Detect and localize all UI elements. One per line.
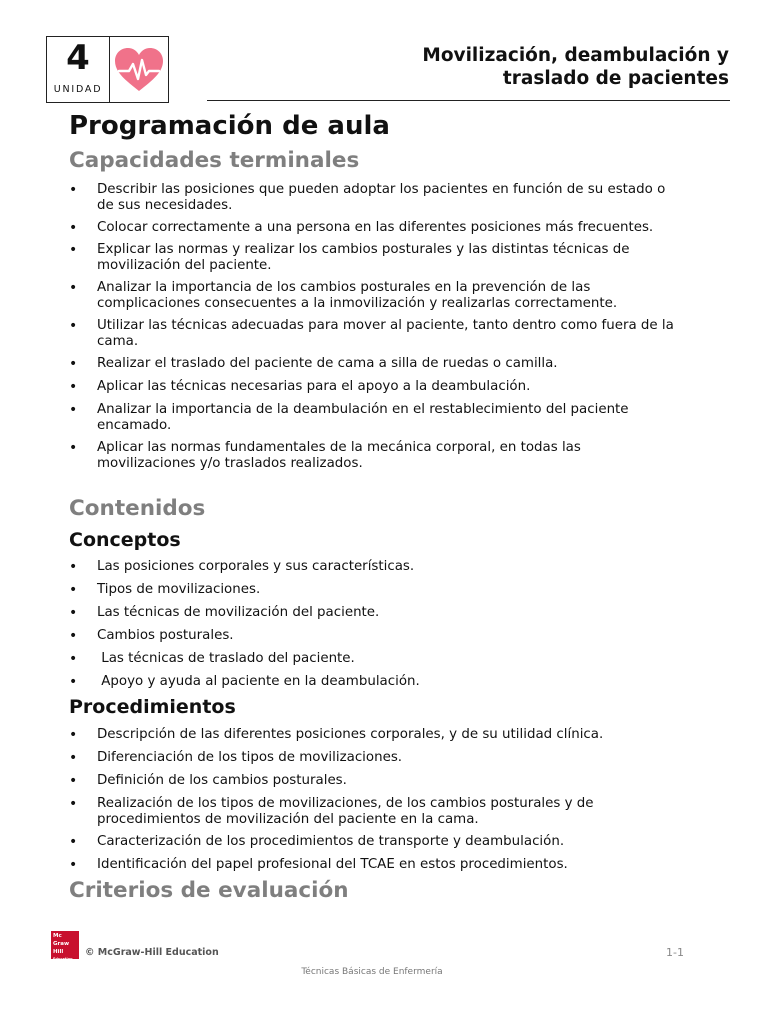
conceptos-list [69,559,679,690]
list-item: • Aplicar las normas fundamentales de la mecánica corporal, en todas las movilizaciones y/o traslados realizados. [69,440,679,472]
list-item: • Analizar la importancia de la deambulación en el restablecimiento del paciente encamado. [69,402,679,434]
logo-text: Education [53,957,73,961]
list-item: • Identificación del papel profesional del TCAE en estos procedimientos. [69,857,679,873]
conceptos-heading: Conceptos [69,529,181,551]
list-item: • Caracterización de los procedimientos de transporte y deambulación. [69,834,679,850]
list-item: • Realización de los tipos de movilizaciones, de los cambios posturales y de procedimientos de movilización del paciente en la cama. [69,796,679,828]
list-item: • Las posiciones corporales y sus características. [69,559,679,575]
list-item: • Cambios posturales. [69,628,679,644]
footer-copyright: © McGraw-Hill Education [85,947,219,958]
list-item: • Las técnicas de traslado del paciente. [69,651,679,667]
unit-title: Movilización, deambulación y traslado de pacientes [422,45,729,89]
list-item: • Diferenciación de los tipos de movilizaciones. [69,750,679,766]
section-criterios-heading: Criterios de evaluación [69,878,349,903]
unit-label: UNIDAD [53,84,103,95]
list-item: • Tipos de movilizaciones. [69,582,679,598]
section-contenidos-heading: Contenidos [69,496,206,521]
list-item: • Explicar las normas y realizar los cambios posturales y las distintas técnicas de movilización del paciente. [69,242,679,274]
capacidades-list [69,182,679,472]
mcgraw-hill-logo [51,931,79,959]
list-item: • Aplicar las técnicas necesarias para el apoyo a la deambulación. [69,379,679,395]
section-capacidades-heading: Capacidades terminales [69,148,360,173]
list-item: • Descripción de las diferentes posiciones corporales, y de su utilidad clínica. [69,727,679,743]
unit-box [46,36,169,103]
procedimientos-heading: Procedimientos [69,696,236,718]
page-title: Programación de aula [69,111,390,141]
list-item: • Apoyo y ayuda al paciente en la deambulación. [69,674,679,690]
unit-icon-cell [110,37,168,102]
list-item: • Realizar el traslado del paciente de cama a silla de ruedas o camilla. [69,356,679,372]
list-item: • Colocar correctamente a una persona en las diferentes posiciones más frecuentes. [69,220,679,236]
list-item: • Describir las posiciones que pueden adoptar los pacientes en función de su estado o de sus necesidades. [69,182,679,214]
list-item: • Analizar la importancia de los cambios posturales en la prevención de las complicaciones consecuentes a la inmovilización y realizarlas correctamente. [69,280,679,312]
footer-course-name: Técnicas Básicas de Enfermería [301,967,443,977]
procedimientos-list [69,727,679,873]
logo-text: Graw [53,941,70,947]
unit-number-cell [47,37,110,102]
unit-number: 4 [66,38,90,78]
page-number: 1-1 [666,946,684,959]
heart-pulse-icon [113,47,165,93]
header-divider [207,100,730,101]
list-item: • Las técnicas de movilización del paciente. [69,605,679,621]
logo-text: Mc [53,933,62,939]
list-item: • Definición de los cambios posturales. [69,773,679,789]
logo-text: Hill [53,949,64,955]
list-item: • Utilizar las técnicas adecuadas para mover al paciente, tanto dentro como fuera de la cama. [69,318,679,350]
